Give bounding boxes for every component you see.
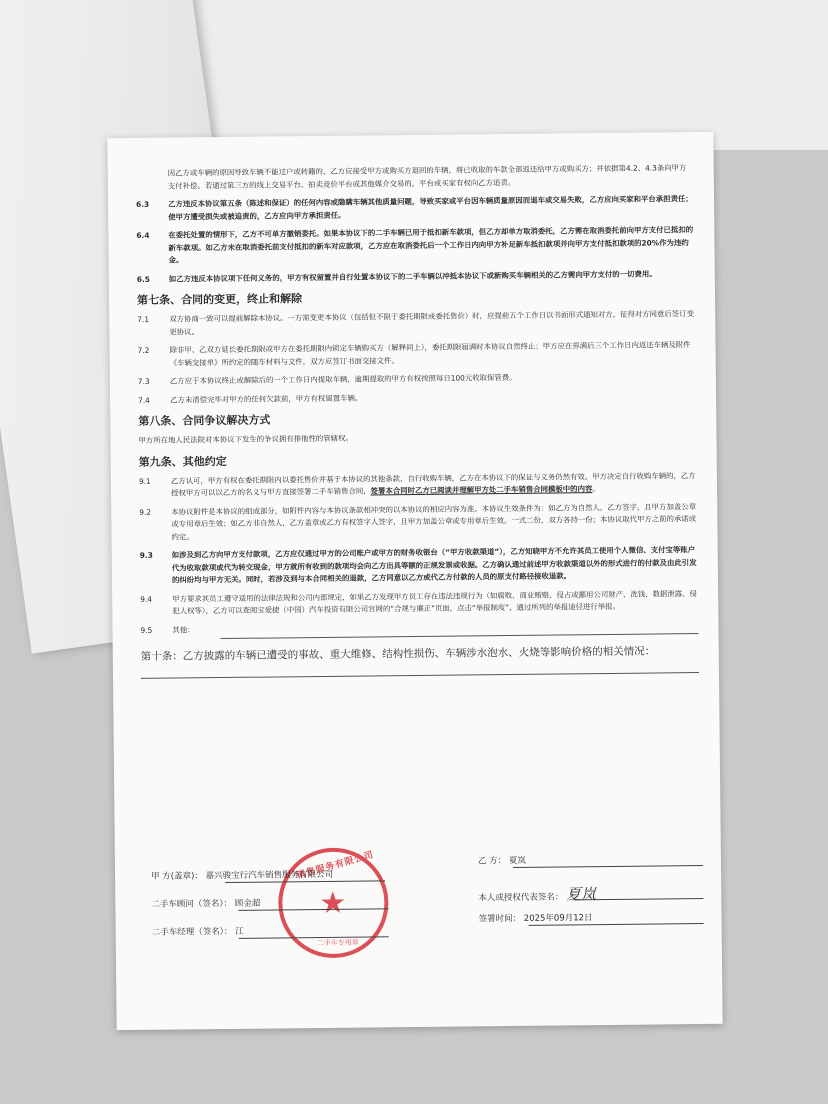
clause-text: 乙方违反本协议第五条（陈述和保证）的任何内容或隐瞒车辆其他质量问题，导致买家或平台因车辆质量原因而退车或交易失败，乙方应向买家和平台承担责任；使甲方遭受损失或被追责的，乙方应向甲方承担责任。: [167, 194, 693, 222]
date-row: [478, 911, 592, 924]
party-b-label: 乙 方：: [477, 856, 507, 867]
clause-text: 除非甲、乙双方延长委托期限或甲方在委托期限内锁定车辆购买方（解释同上），委托期限届满时本协议自然终止；甲方应在界满后三个工作日内返还车辆及附件《车辆交接单》所约定的随车材料与文件，双方应签订书面交接文件。: [169, 340, 691, 368]
clause-7-1: [137, 308, 695, 339]
date-value: 2025年09月12日: [523, 913, 593, 924]
rep-signature: 夏岚: [565, 885, 597, 904]
advisor-label: 二手车顾问（签名）：: [151, 898, 233, 910]
clause-text: 乙方未清偿完毕对甲方的任何欠款前，甲方有权留置车辆。: [170, 393, 363, 405]
underlined-text: 签署本合同时乙方已阅读并理解甲方处二手车销售合同模板中的内容: [370, 484, 593, 496]
clause-6-3: [136, 193, 694, 224]
disclosure-line: [141, 672, 699, 679]
company-seal: [278, 847, 389, 958]
clause-number: 9.5: [140, 625, 153, 635]
clause-text: 在委托处置的情形下，乙方不可单方撤销委托。如果本协议下的二手车辆已用于抵扣新车款项，但乙方却单方取消委托，乙方需在取消委托前向甲方支付已抵扣的新车款项。如乙方未在取消委托前支付抵扣的新车对应款项，乙方应在取消委托后一个工作日内向甲方补足新车抵扣款项并向甲方支付抵扣款项的20%作为违约金。: [168, 225, 694, 265]
clause-number: 7.4: [138, 395, 150, 405]
clause-text: 乙方认可，甲方有权在委托期限内以委托售价并基于本协议的其他条款，自行收购车辆，乙方在本协议下的保证与义务仍然有效。甲方决定自行收购车辆的，乙方授权甲方可以以乙方的名义与甲方直接签署二手车销售合同，: [170, 470, 696, 498]
clause-7-4: [138, 389, 696, 407]
clause-number: 9.1: [138, 476, 151, 486]
party-b-line: [513, 865, 703, 868]
clause-number: 7.1: [137, 314, 150, 324]
party-a-value: 嘉兴骏宝行汽车销售服务有限公司: [205, 869, 334, 882]
party-a-label: 甲 方(盖章)：: [151, 871, 203, 882]
seal-text: 销售服务有限公司: [295, 850, 376, 882]
clause-number: 9.3: [139, 550, 153, 560]
clause-number: 9.4: [140, 594, 152, 604]
clause-text: 本协议附件是本协议的组成部分，如附件内容与本协议条款相冲突的以本协议的相应内容为准。本协议生效条件为：如乙方为自然人，乙方签字，且甲方加盖公章或专用章后生效；如乙方非自然人，乙方盖章或乙方有权签字人签字，且甲方加盖公章或专用章后生效。一式二份，双方各持一份；本协议取代甲方之前的承诺或约定。: [171, 501, 697, 542]
section-8-text: 甲方所在地人民法院对本协议下发生的争议拥有排他性的管辖权。: [138, 433, 353, 445]
clause-text: 乙方应于本协议终止或解除后的一个工作日内提取车辆，逾期提取的甲方有权按照每日100元收取保管费。: [169, 372, 517, 386]
clause-text: 如乙方违反本协议项下任何义务的，甲方有权留置并自行处置本协议下的二手车辆以冲抵本协议下或新购买车辆相关的乙方需向甲方支付的一切费用。: [168, 268, 657, 284]
clause-9-2: [139, 501, 697, 544]
clause-6-2: [136, 162, 694, 193]
clause-number: 6.4: [136, 230, 150, 240]
clause-6-5: [137, 268, 695, 286]
rep-row: [478, 883, 596, 905]
contract-page: [107, 132, 722, 1030]
rep-label: 本人或授权代表签名：: [478, 892, 564, 904]
clause-number: 6.5: [136, 274, 150, 284]
seal-bottom-text: 二手车专用章: [316, 938, 359, 948]
date-label: 签署时间：: [478, 913, 522, 925]
clause-text: 双方协商一致可以提前解除本协议。一方需变更本协议（包括但不限于委托期限或委托售价）时，应提前五个工作日以书面形式通知对方，征得对方同意后签订变更协议。: [169, 309, 695, 337]
manager-label: 二手车经理（签名）：: [151, 926, 233, 938]
clause-9-1: [139, 470, 697, 501]
party-b-row: [478, 854, 526, 867]
manager-row: [152, 925, 244, 938]
clause-text: 甲方要求其员工遵守适用的法律法规和公司内部规定，如果乙方发现甲方员工存在违法违规行为（如腐败、商业贿赂、侵占或挪用公司财产、洗钱、数据泄露、侵犯人权等），乙方可以查阅宝爱捷（中国）汽车投资有限公司官网的“合规与廉正”页面，点击“举报制度”，通过所列的举报途径进行举报。: [172, 588, 697, 616]
party-a-row: [151, 868, 333, 882]
clause-number: 9.2: [139, 507, 152, 517]
clause-number: 7.2: [137, 345, 150, 355]
section-8-title: 第八条、合同争议解决方式: [138, 413, 271, 428]
clause-text: 因乙方或车辆的原因导致车辆不能过户或转籍的，乙方应接受甲方或购买方退回的车辆，将已收取的车款全部返还给甲方或购买方；并依据第4.2、4.3条向甲方支付补偿。若通过第三方的线上交易平台、拍卖竞价平台或其他媒介交易的，平台或买家有权向乙方追责。: [167, 163, 687, 191]
advisor-row: [151, 897, 260, 910]
clause-9-4: [140, 588, 698, 619]
clause-number: 7.3: [137, 376, 150, 386]
clause-text: 如涉及到乙方向甲方支付款项，乙方应仅通过甲方的公司账户或甲方的财务收银台（“甲方收款渠道”），乙方知晓甲方不允许其员工使用个人微信、支付宝等账户代为收取款项或代为转交现金，甲方就所有收到的款项均会向乙方出具等额的正规发票或收据。乙方确认通过前述甲方收款渠道以外的形式进行的付款及由此引发的纠纷均与甲方无关。同时，若涉及到与本合同相关的退款，乙方同意以乙方或代乙方付款的人员的原支付路径接收退款。: [171, 545, 697, 585]
advisor-signature: 顾金超: [234, 898, 261, 909]
clause-7-2: [138, 339, 696, 370]
party-b-value: 夏岚: [508, 855, 526, 867]
signature-block: [143, 844, 704, 970]
section-9-title: 第九条、其他约定: [138, 454, 227, 469]
clause-text: 其他：: [172, 624, 195, 635]
star-icon: ★: [319, 885, 347, 922]
clause-9-3: [140, 544, 698, 587]
rep-line: [573, 898, 703, 900]
section-10-title: 第十条：乙方披露的车辆已遭受的事故、重大维修、结构性损伤、车辆涉水泡水、火烧等影响价格的相关情况：: [140, 645, 656, 663]
clause-end: 。: [592, 484, 600, 494]
clause-7-3: [138, 370, 696, 388]
clause-6-4: [136, 224, 694, 267]
clause-number: 6.3: [135, 199, 150, 209]
background-sheet: [170, 0, 828, 150]
manager-signature: 江: [235, 926, 244, 937]
section-7-title: 第七条、合同的变更，终止和解除: [136, 292, 303, 307]
